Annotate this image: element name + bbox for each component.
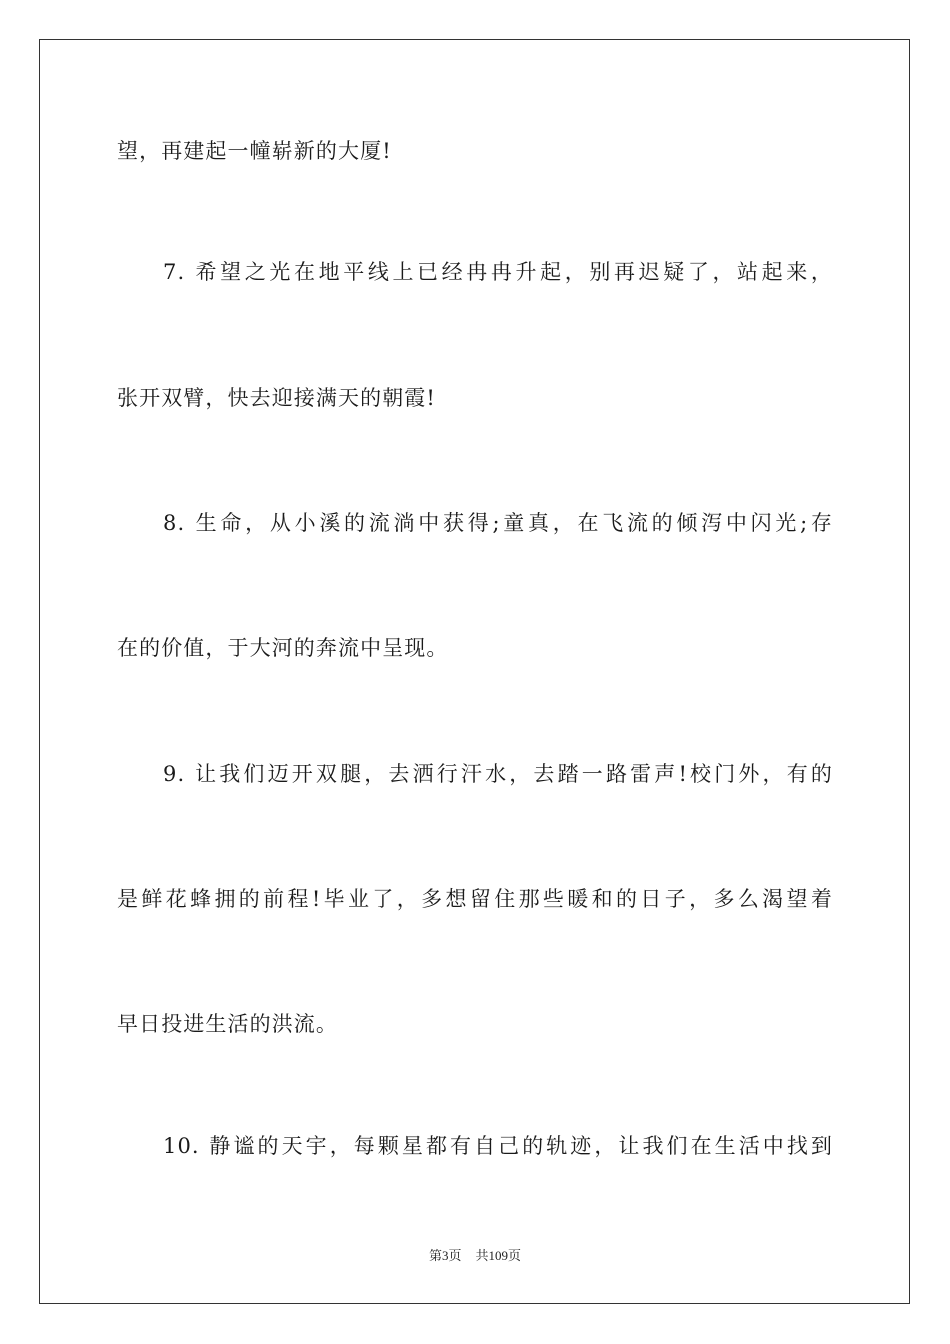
- page-number: 第3页: [428, 1248, 462, 1263]
- text-line-4: 8. 生命，从小溪的流淌中获得;童真，在飞流的倾泻中闪光;存: [163, 511, 833, 535]
- page-border: [39, 39, 910, 1304]
- text-line-5: 在的价值，于大河的奔流中呈现。: [117, 636, 449, 660]
- text-line-9: 10. 静谧的天宇，每颗星都有自己的轨迹，让我们在生活中找到: [163, 1134, 833, 1158]
- text-line-8: 早日投进生活的洪流。: [117, 1012, 338, 1036]
- text-line-6: 9. 让我们迈开双腿，去洒行汗水，去踏一路雷声!校门外，有的: [163, 762, 833, 786]
- text-line-1: 望，再建起一幢崭新的大厦!: [117, 139, 392, 163]
- page-footer: [0, 1247, 950, 1265]
- text-line-3: 张开双臂，快去迎接满天的朝霞!: [117, 386, 436, 410]
- text-line-2: 7. 希望之光在地平线上已经冉冉升起，别再迟疑了，站起来，: [163, 260, 833, 284]
- text-line-7: 是鲜花蜂拥的前程!毕业了，多想留住那些暖和的日子，多么渴望着: [117, 887, 833, 911]
- total-pages: 共109页: [475, 1248, 522, 1263]
